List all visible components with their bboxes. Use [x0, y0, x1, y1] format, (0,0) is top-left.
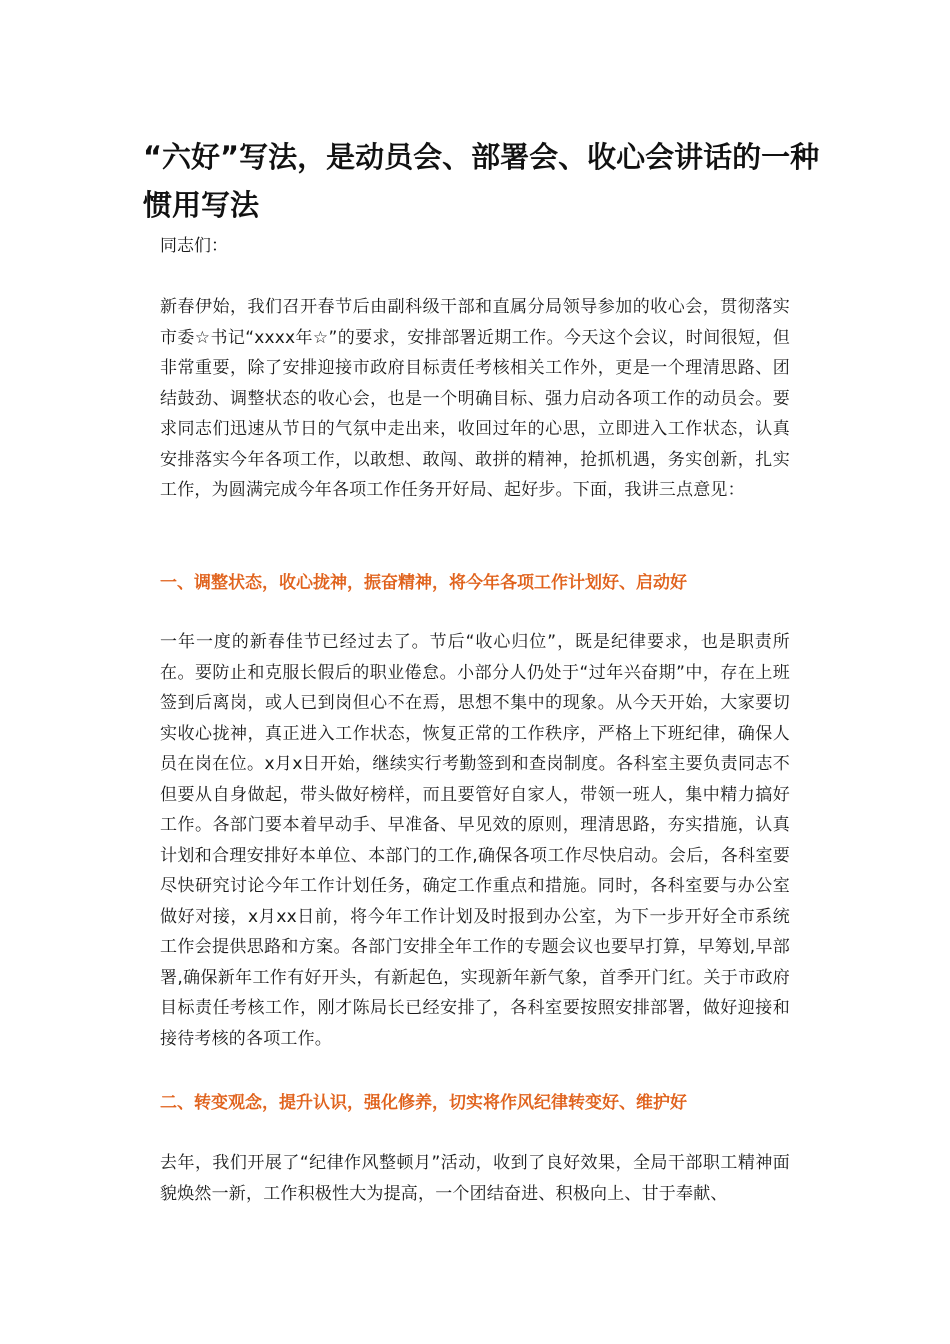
section-2-paragraph: 去年，我们开展了“纪律作风整顿月”活动，收到了良好效果，全局干部职工精神面貌焕然一新，工作积极性大为提高，一个团结奋进、积极向上、甘于奉献、	[160, 1153, 790, 1204]
page-title: “六好”写法，是动员会、部署会、收心会讲话的一种惯用写法	[143, 140, 820, 222]
section-1-paragraph: 一年一度的新春佳节已经过去了。节后“收心归位”，既是纪律要求，也是职责所在。要防止和克服长假后的职业倦怠。小部分人仍处于“过年兴奋期”中，存在上班签到后离岗，或人已到岗但心不在焉，思想不集中的现象。从今天开始，大家要切实收心拢神，真正进入工作状态，恢复正常的工作秩序，严格上下班纪律，确保人员在岗在位。x月x日开始，继续实行考勤签到和查岗制度。各科室主要负责同志不但要从自身做起，带头做好榜样，而且要管好自家人，带领一班人，集中精力搞好工作。各部门要本着早动手、早准备、早见效的原则，理清思路，夯实措施，认真计划和合理安排好本单位、本部门的工作,确保各项工作尽快启动。会后，各科室要尽快研究讨论今年工作计划任务，确定工作重点和措施。同时，各科室要与办公室做好对接，x月xx日前，将今年工作计划及时报到办公室，为下一步开好全市系统工作会提供思路和方案。各部门安排全年工作的专题会议也要早打算，早筹划,早部署,确保新年工作有好开头，有新起色，实现新年新气象，首季开门红。关于市政府目标责任考核工作，刚才陈局长已经安排了，各科室要按照安排部署，做好迎接和接待考核的各项工作。	[160, 632, 790, 1049]
section-1-heading: 一、调整状态，收心拢神，振奋精神，将今年各项工作计划好、启动好	[160, 573, 687, 593]
greeting: 同志们：	[160, 236, 228, 256]
section-2-heading: 二、转变观念，提升认识，强化修养，切实将作风纪律转变好、维护好	[160, 1093, 687, 1113]
intro-paragraph: 新春伊始，我们召开春节后由副科级干部和直属分局领导参加的收心会，贯彻落实市委☆书记“xxxx年☆”的要求，安排部署近期工作。今天这个会议，时间很短，但非常重要，除了安排迎接市政府目标责任考核相关工作外，更是一个理清思路、团结鼓劲、调整状态的收心会，也是一个明确目标、强力启动各项工作的动员会。要求同志们迅速从节日的气氛中走出来，收回过年的心思，立即进入工作状态，认真安排落实今年各项工作，以敢想、敢闯、敢拼的精神，抢抓机遇，务实创新，扎实工作，为圆满完成今年各项工作任务开好局、起好步。下面，我讲三点意见：	[160, 297, 790, 500]
